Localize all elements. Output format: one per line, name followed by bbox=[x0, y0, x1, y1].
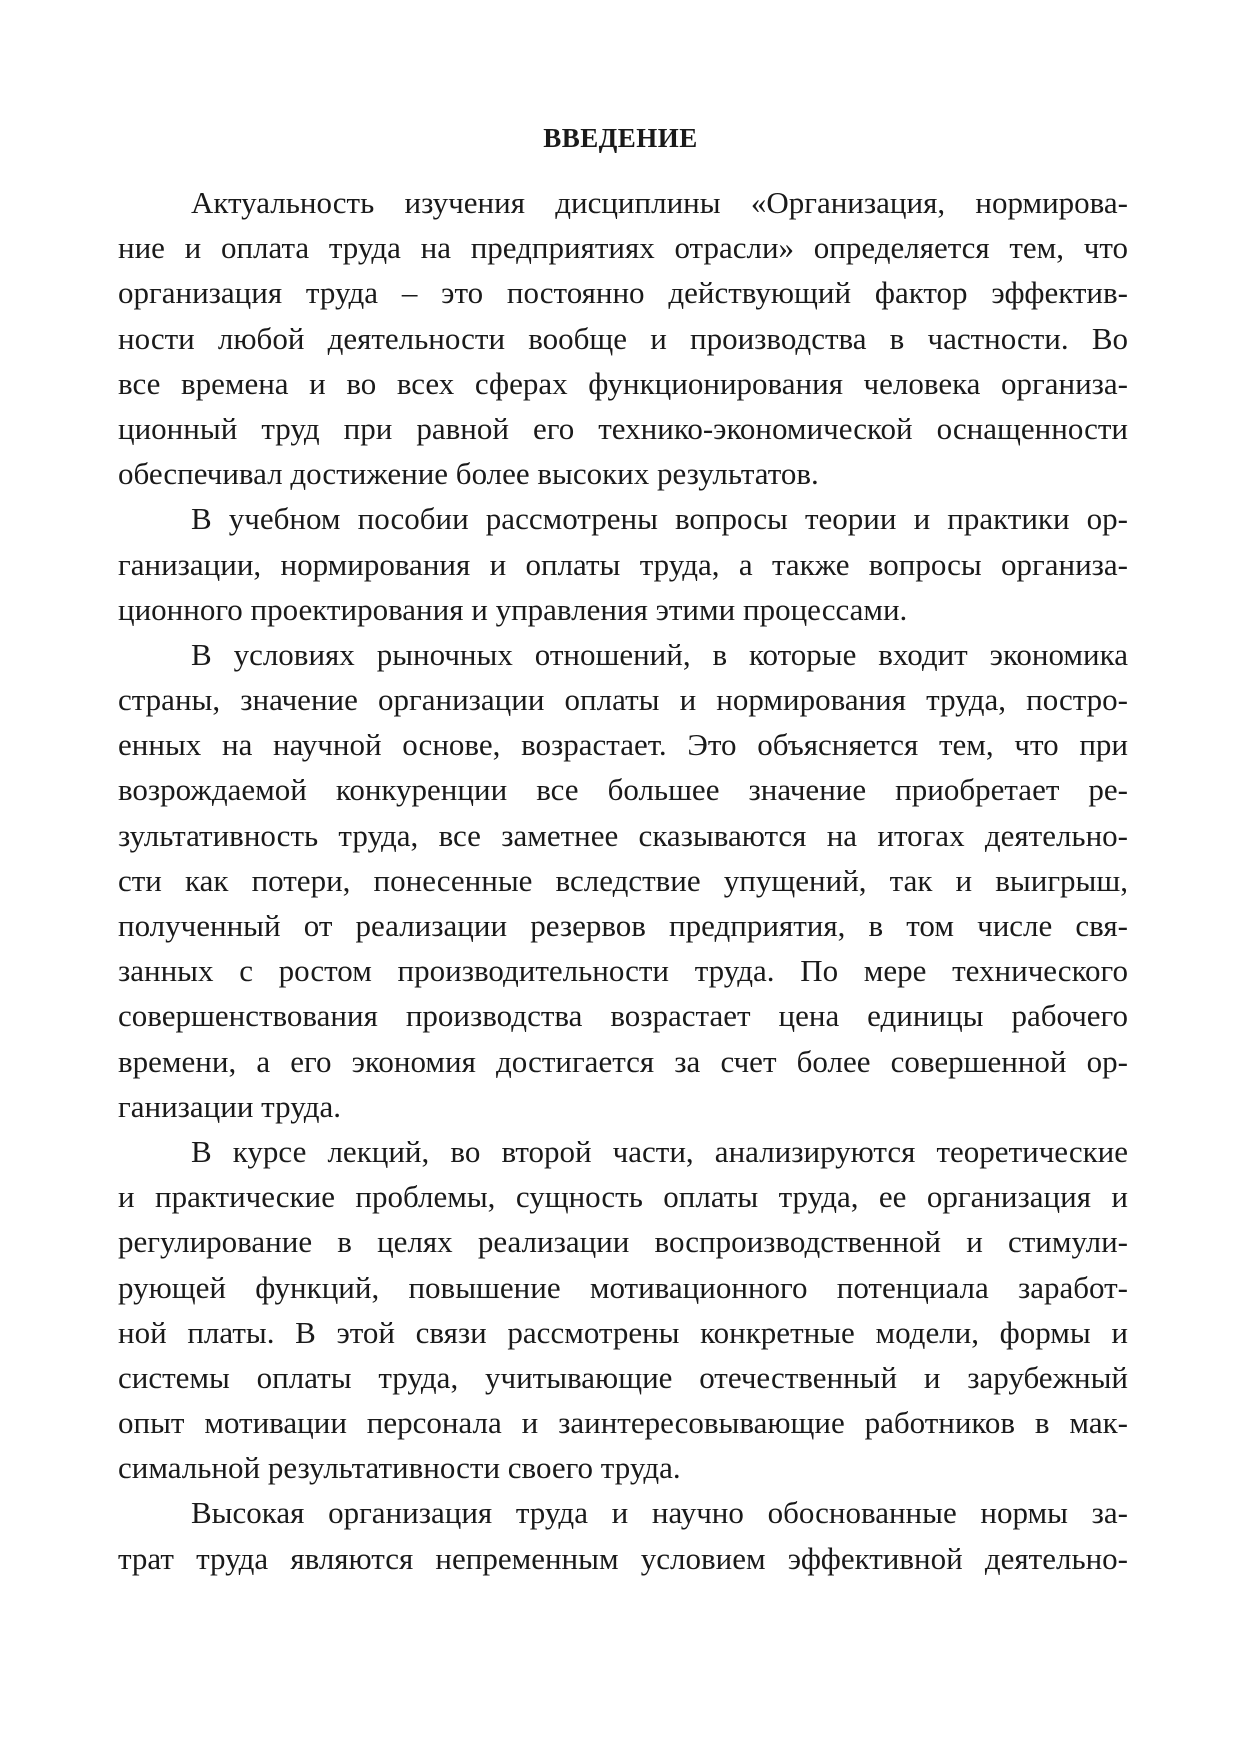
paragraph bbox=[118, 1490, 1128, 1580]
text-line: времени, а его экономия достигается за счет более совершенной ор- bbox=[118, 1043, 1128, 1079]
text-line: Высокая организация труда и научно обоснованные нормы за- bbox=[191, 1495, 1128, 1531]
section-heading: ВВЕДЕНИЕ bbox=[543, 123, 698, 153]
text-line: все времена и во всех сферах функционирования человека организа- bbox=[118, 365, 1128, 401]
text-line: совершенствования производства возрастает цена единицы рабочего bbox=[118, 998, 1128, 1034]
text-line: енных на научной основе, возрастает. Это объясняется тем, что при bbox=[118, 727, 1128, 763]
text-line: В условиях рыночных отношений, в которые входит экономика bbox=[191, 636, 1128, 672]
paragraph bbox=[118, 496, 1128, 632]
text-line: зультативность труда, все заметнее сказываются на итогах деятельно- bbox=[118, 817, 1128, 853]
text-line: В курсе лекций, во второй части, анализируются теоретические bbox=[191, 1133, 1128, 1169]
text-line: ной платы. В этой связи рассмотрены конкретные модели, формы и bbox=[118, 1314, 1128, 1350]
text-line: трат труда являются непременным условием эффективной деятельно- bbox=[118, 1540, 1128, 1576]
text-line: ганизации труда. bbox=[118, 1088, 342, 1124]
text-line: сти как потери, понесенные вследствие упущений, так и выигрыш, bbox=[118, 862, 1128, 898]
text-line: занных с ростом производительности труда. По мере технического bbox=[118, 953, 1128, 989]
text-line: системы оплаты труда, учитывающие отечественный и зарубежный bbox=[118, 1359, 1128, 1395]
text-line: регулирование в целях реализации воспроизводственной и стимули- bbox=[118, 1224, 1128, 1260]
text-line: организация труда – это постоянно действующий фактор эффектив- bbox=[118, 275, 1128, 311]
text-line: симальной результативности своего труда. bbox=[118, 1450, 681, 1486]
paragraph bbox=[118, 632, 1128, 1129]
paragraph bbox=[118, 180, 1128, 496]
text-line: и практические проблемы, сущность оплаты труда, ее организация и bbox=[118, 1179, 1128, 1215]
text-line: Актуальность изучения дисциплины «Организация, нормирова- bbox=[191, 185, 1128, 220]
text-line: обеспечивал достижение более высоких результатов. bbox=[118, 456, 819, 492]
text-line: ционный труд при равной его технико-экономической оснащенности bbox=[118, 410, 1128, 446]
text-line: опыт мотивации персонала и заинтересовывающие работников в мак- bbox=[118, 1405, 1128, 1441]
text-line: полученный от реализации резервов предприятия, в том числе свя- bbox=[118, 908, 1128, 943]
body-text bbox=[118, 180, 1128, 1581]
text-line: ности любой деятельности вообще и производства в частности. Во bbox=[118, 320, 1128, 356]
text-line: страны, значение организации оплаты и нормирования труда, постро- bbox=[118, 682, 1128, 718]
text-line: возрождаемой конкуренции все большее значение приобретает ре- bbox=[118, 772, 1128, 808]
text-line: ганизации, нормирования и оплаты труда, а также вопросы организа- bbox=[118, 546, 1128, 582]
text-line: В учебном пособии рассмотрены вопросы теории и практики ор- bbox=[191, 501, 1128, 537]
text-line: ционного проектирования и управления этими процессами. bbox=[118, 591, 908, 627]
text-line: рующей функций, повышение мотивационного потенциала заработ- bbox=[118, 1269, 1128, 1305]
text-line: ние и оплата труда на предприятиях отрасли» определяется тем, что bbox=[118, 230, 1128, 266]
paragraph bbox=[118, 1129, 1128, 1491]
